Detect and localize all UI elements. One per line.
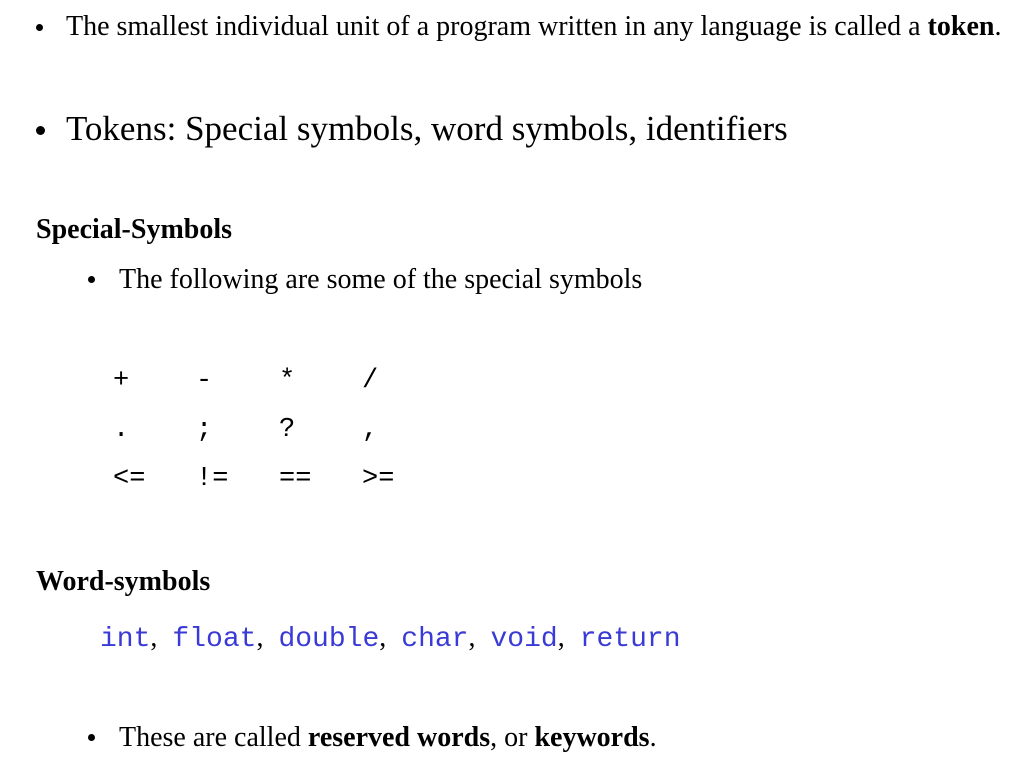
symbol: , xyxy=(362,415,379,445)
keyword: float xyxy=(172,624,257,655)
symbol: . xyxy=(113,415,130,445)
symbol: <= xyxy=(113,464,146,494)
symbol: != xyxy=(196,464,229,494)
symbol-row xyxy=(113,406,445,455)
keyword: char xyxy=(401,624,469,655)
bullet-dot-icon xyxy=(88,258,119,283)
tokens-text: Tokens: Special symbols, word symbols, identifiers xyxy=(66,109,788,148)
reserved-words-bullet xyxy=(88,716,988,760)
reserved-words-text: These are called reserved words, or keywords. xyxy=(119,722,657,753)
intro-bullet xyxy=(36,4,1016,50)
keyword-list xyxy=(100,616,681,662)
symbol-row xyxy=(113,357,445,406)
bullet-dot-icon xyxy=(36,104,66,135)
keyword: return xyxy=(579,624,681,655)
reserved-words-term: reserved words xyxy=(307,722,491,753)
keyword-separator: , xyxy=(557,622,565,653)
symbol: + xyxy=(113,366,130,396)
word-symbols-heading: Word-symbols xyxy=(36,566,211,597)
symbol-row xyxy=(113,455,445,504)
special-symbols-bullet xyxy=(88,258,988,302)
keyword-separator: , xyxy=(256,622,264,653)
symbol: >= xyxy=(362,464,395,494)
keyword-separator: , xyxy=(379,622,387,653)
bullet-dot-icon xyxy=(88,716,119,741)
symbol-grid xyxy=(113,357,445,504)
symbol: - xyxy=(196,366,213,396)
keyword: double xyxy=(278,624,380,655)
symbol: == xyxy=(279,464,312,494)
symbol: ? xyxy=(279,415,296,445)
keyword: void xyxy=(490,624,558,655)
intro-text: The smallest individual unit of a program written in any language is called a token. xyxy=(66,11,1002,42)
bullet-dot-icon xyxy=(36,4,66,31)
keyword: int xyxy=(100,624,151,655)
keyword-separator: , xyxy=(468,622,476,653)
symbol: * xyxy=(279,366,296,396)
symbol: ; xyxy=(196,415,213,445)
special-symbols-heading: Special-Symbols xyxy=(36,214,233,245)
tokens-bullet xyxy=(36,104,1016,154)
keywords-term: keywords xyxy=(534,722,650,753)
special-symbols-text: The following are some of the special symbols xyxy=(119,264,643,295)
token-term: token xyxy=(927,11,995,42)
keyword-separator: , xyxy=(150,622,158,653)
symbol: / xyxy=(362,366,379,396)
